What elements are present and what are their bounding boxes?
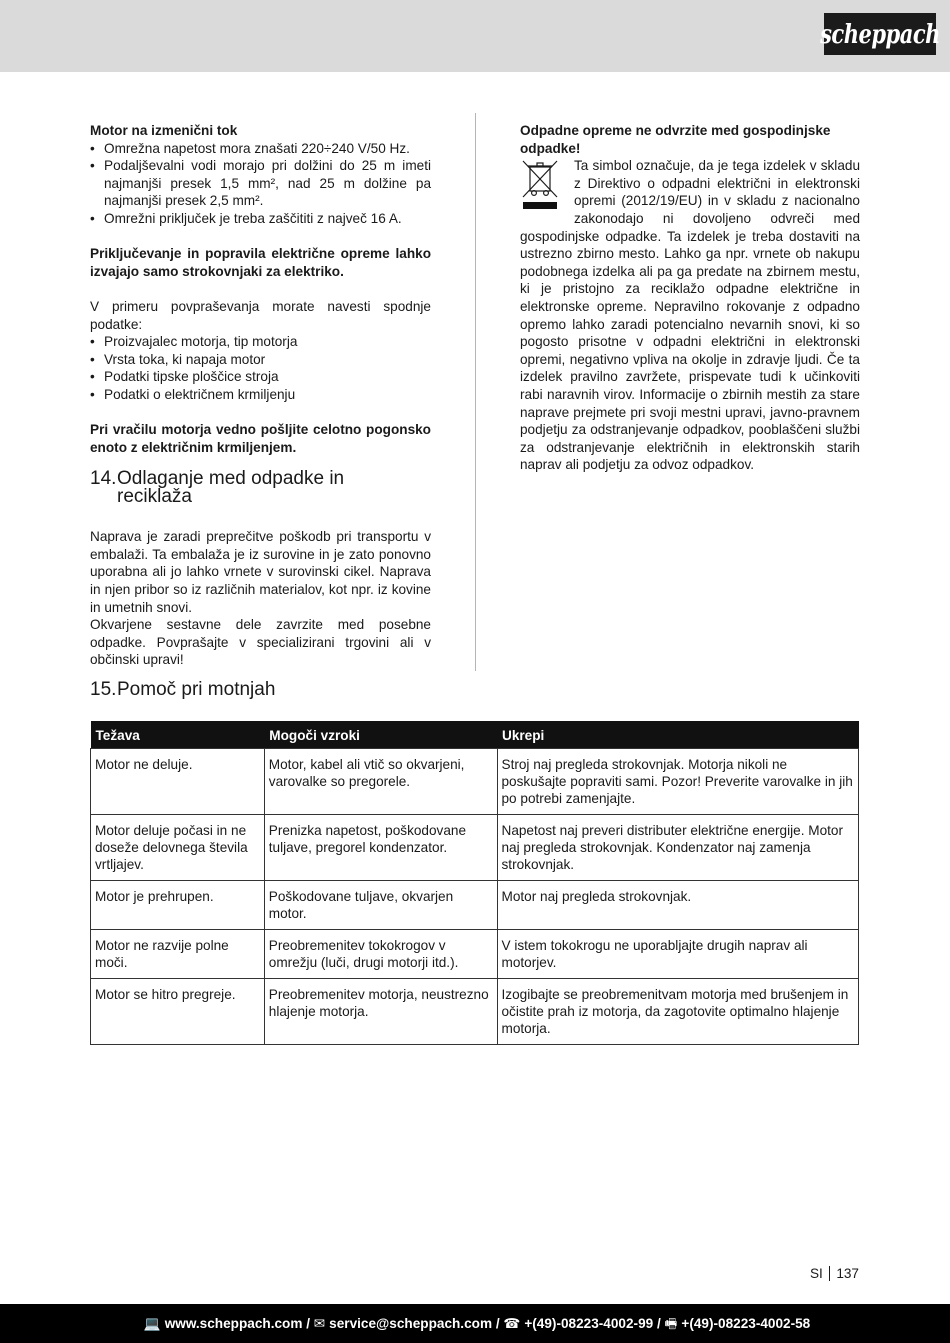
table-row xyxy=(91,881,859,930)
footer-separator: / xyxy=(492,1315,504,1331)
page-number-value: 137 xyxy=(836,1266,859,1281)
contact-footer xyxy=(0,1304,950,1343)
inquiry-intro: V primeru povpraševanja morate navesti spodnje podatke: xyxy=(90,298,431,332)
table-cell: Motor ne deluje. xyxy=(91,749,265,815)
column-header: Ukrepi xyxy=(497,721,859,749)
section-15-heading xyxy=(90,681,275,699)
list-item: • Omrežni priključek je treba zaščititi z največ 16 A. xyxy=(90,210,431,228)
column-header: Težava xyxy=(91,721,265,749)
column-header: Mogoči vzroki xyxy=(264,721,497,749)
footer-fax: +(49)-08223-4002-58 xyxy=(681,1315,811,1331)
footer-email[interactable]: service@scheppach.com xyxy=(329,1315,493,1331)
table-cell: Preobremenitev tokokrogov v omrežju (luči, drugi motorji itd.). xyxy=(264,930,497,979)
footer-separator: / xyxy=(653,1315,665,1331)
table-cell: Motor je prehrupen. xyxy=(91,881,265,930)
weee-text: Ta simbol označuje, da je tega izdelek v skladu z Direktivo o odpadni električni in elektronski opremi (2012/19/EU) in v skladu z nacionalno zakonodajo ni dovoljeno odvreči med gospodinjske odpadke. Ta izdelek je treba dostaviti na ustrezno zbirno mesto. Lahko ga npr. vrnete ob nakupu podobnega izdelka ali pa ga predate na zbirnem mestu, ki je pristojno za reciklažo odpadne električne in elektronske opreme. Nepravilno rokovanje z odpadno opremo lahko zaradi potencialno nevarnih snovi, ki so pogosto prisotne v odpadni električni in elektronski opremi, negativno vpliva na okolje in zdravje ljudi. Če ta izdelek pravilno zavržete, prispevate tudi k učinkoviti rabi naravnih virov. Informacije o zbirnih mestih za stare naprave prejmete pri svoji mestni upravi, javno-pravnem podjetju za odstranjevanje odpadkov, pooblaščeni službi za odstranjevanje električnih in elektronskih starih naprav ali podjetju za odvoz odpadkov. xyxy=(520,158,860,473)
list-item: • Vrsta toka, ki napaja motor xyxy=(90,351,431,369)
table-cell: Motor se hitro pregreje. xyxy=(91,979,265,1045)
list-item: • Podaljševalni vodi morajo pri dolžini do 25 m imeti najmanjši presek 1,5 mm², nad 25 m dolžine pa najmanjši presek 2,5 mm². xyxy=(90,157,431,210)
table-cell: Poškodovane tuljave, okvarjen motor. xyxy=(264,881,497,930)
table-cell: Motor, kabel ali vtič so okvarjeni, varovalke so pregorele. xyxy=(264,749,497,815)
table-row xyxy=(91,979,859,1045)
table-row xyxy=(91,815,859,881)
electrician-warning: Priključevanje in popravila električne opreme lahko izvajajo samo strokovnjaki za elektriko. xyxy=(90,246,431,279)
table-cell: Motor naj pregleda strokovnjak. xyxy=(497,881,859,930)
crossed-bin-icon xyxy=(520,157,570,213)
page-language: SI xyxy=(809,1266,823,1281)
motor-ac-title: Motor na izmenični tok xyxy=(90,123,238,138)
troubleshooting-table xyxy=(90,721,859,1045)
table-cell: Izogibajte se preobremenitvam motorja med brušenjem in očistite prah iz motorja, da zagotovite optimalno hlajenje motorja. xyxy=(497,979,859,1045)
motor-ac-list xyxy=(90,140,431,228)
table-cell: Motor ne razvije polne moči. xyxy=(91,930,265,979)
weee-title: Odpadne opreme ne odvrzite med gospodinjske odpadke! xyxy=(520,123,831,156)
left-column xyxy=(90,122,431,669)
footer-phone[interactable]: +(49)-08223-4002-99 xyxy=(524,1315,654,1331)
table-cell: Motor deluje počasi in ne doseže delovnega števila vrtljajev. xyxy=(91,815,265,881)
scheppach-logo xyxy=(820,13,940,55)
logo-text: scheppach xyxy=(820,18,940,50)
page-number-divider xyxy=(829,1266,831,1281)
section-title: Pomoč pri motnjah xyxy=(117,679,276,700)
fax-icon: 🖷 xyxy=(664,1315,678,1331)
list-item: • Podatki tipske ploščice stroja xyxy=(90,368,431,386)
laptop-icon: 💻 xyxy=(143,1315,161,1331)
column-divider xyxy=(475,113,476,671)
footer-website[interactable]: www.scheppach.com xyxy=(164,1315,303,1331)
table-cell: Napetost naj preveri distributer električne energije. Motor naj pregleda strokovnjak. Kondenzator naj zamenja strokovnjak. xyxy=(497,815,859,881)
section-number: 15. xyxy=(90,679,117,700)
table-header-row xyxy=(91,721,859,749)
motor-return-note: Pri vračilu motorja vedno pošljite celotno pogonsko enoto z električnim krmiljenjem. xyxy=(90,422,431,455)
top-header-bar xyxy=(0,0,950,72)
table-cell: V istem tokokrogu ne uporabljajte drugih naprav ali motorjev. xyxy=(497,930,859,979)
list-item: • Podatki o električnem krmiljenju xyxy=(90,386,431,404)
section-title: Odlaganje med odpadke in reciklaža xyxy=(117,468,345,508)
section-number: 14. xyxy=(90,468,117,490)
right-column xyxy=(520,122,860,474)
section-14-heading xyxy=(90,470,431,506)
table-cell: Preobremenitev motorja, neustrezno hlajenje motorja. xyxy=(264,979,497,1045)
page-number xyxy=(810,1265,859,1283)
table-cell: Stroj naj pregleda strokovnjak. Motorja nikoli ne poskušajte popraviti sami. Pozor! Preverite varovalke in jih po potrebi zamenjajte. xyxy=(497,749,859,815)
inquiry-list xyxy=(90,333,431,403)
table-row xyxy=(91,930,859,979)
footer-separator: / xyxy=(302,1315,314,1331)
envelope-icon: ✉ xyxy=(313,1315,326,1331)
section-14-text: Naprava je zaradi preprečitve poškodb pri transportu v embalaži. Ta embalaža je iz surovine in je zato ponovno uporabna ali jo lahko vrnete v surovinski cikel. Naprava in njen pribor so iz različnih materialov, kot npr. iz kovine in umetnih snovi. xyxy=(90,529,431,615)
list-item: • Omrežna napetost mora znašati 220÷240 V/50 Hz. xyxy=(90,140,431,158)
table-cell: Prenizka napetost, poškodovane tuljave, pregorel kondenzator. xyxy=(264,815,497,881)
list-item: • Proizvajalec motorja, tip motorja xyxy=(90,333,431,351)
telephone-icon: ☎ xyxy=(503,1315,521,1331)
section-14-text-2: Okvarjene sestavne dele zavrzite med posebne odpadke. Povprašajte v specializirani trgovini ali v občinski upravi! xyxy=(90,617,431,668)
table-row xyxy=(91,749,859,815)
